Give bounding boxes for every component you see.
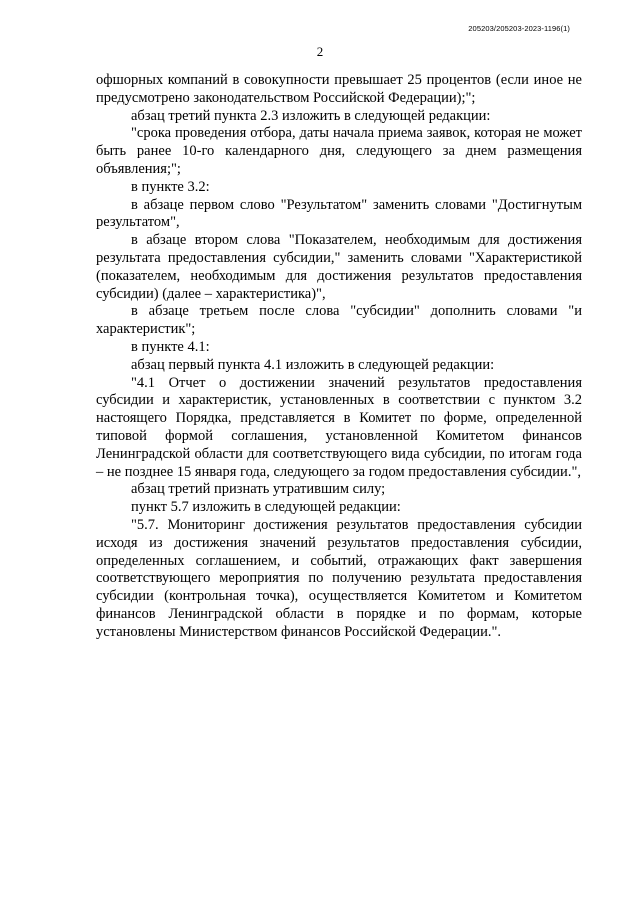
paragraph-2-3-text: "срока проведения отбора, даты начала приема заявок, которая не может быть ранее 10-го календарного дня, следующего за днем размещения объявления;"; (96, 125, 582, 177)
paragraph-point-3-2: в пункте 3.2: (131, 178, 210, 195)
paragraph-amend-4-1: абзац первый пункта 4.1 изложить в следующей редакции: (131, 356, 495, 373)
paragraph-4-1-text: "4.1 Отчет о достижении значений результатов предоставления субсидии и характеристик, установленных в соответствии с пунктом 3.2 настоящего Порядка, представляется в Комитет по форме, определенной типовой формой соглашения, установленной Комитетом финансов Ленинградской области для соответствующего вида субсидии, по итогам года – не позднее 15 января года, следующего за годом предоставления субсидии.", (96, 374, 582, 480)
paragraph-3-2-second: в абзаце втором слова "Показателем, необходимым для достижения результата предоставления субсидии," заменить словами "Характеристикой (показателем, необходимым для достижения результатов предоставления субсидии) (далее – характеристика)", (96, 232, 582, 302)
paragraph-amend-2-3: абзац третий пункта 2.3 изложить в следующей редакции: (131, 107, 491, 124)
paragraph-3-2-third: в абзаце третьем после слова "субсидии" дополнить словами "и характеристик"; (96, 303, 582, 338)
paragraph-third-invalid: абзац третий признать утратившим силу; (131, 481, 386, 498)
paragraph-offshore-continuation: офшорных компаний в совокупности превышает 25 процентов (если иное не предусмотрено законодательством Российской Федерации);"; (96, 72, 582, 106)
document-id: 205203/205203-2023-1196(1) (468, 24, 570, 33)
paragraph-3-2-first: в абзаце первом слово "Результатом" заменить словами "Достигнутым результатом", (96, 196, 582, 231)
document-body (96, 72, 582, 642)
paragraph-amend-5-7: пункт 5.7 изложить в следующей редакции: (131, 499, 401, 516)
paragraph-5-7-text: "5.7. Мониторинг достижения результатов предоставления субсидии исходя из достижения значений результатов предоставления субсидии, определенных соглашением, и событий, отражающих факт завершения соответствующего мероприятия по получению результата предоставления субсидии (контрольная точка), осуществляется Комитетом и Комитетом финансов Ленинградской области в порядке и по формам, которые установлены Министерством финансов Российской Федерации.". (96, 516, 582, 640)
paragraph-point-4-1: в пункте 4.1: (131, 338, 210, 355)
page-number: 2 (316, 44, 324, 59)
